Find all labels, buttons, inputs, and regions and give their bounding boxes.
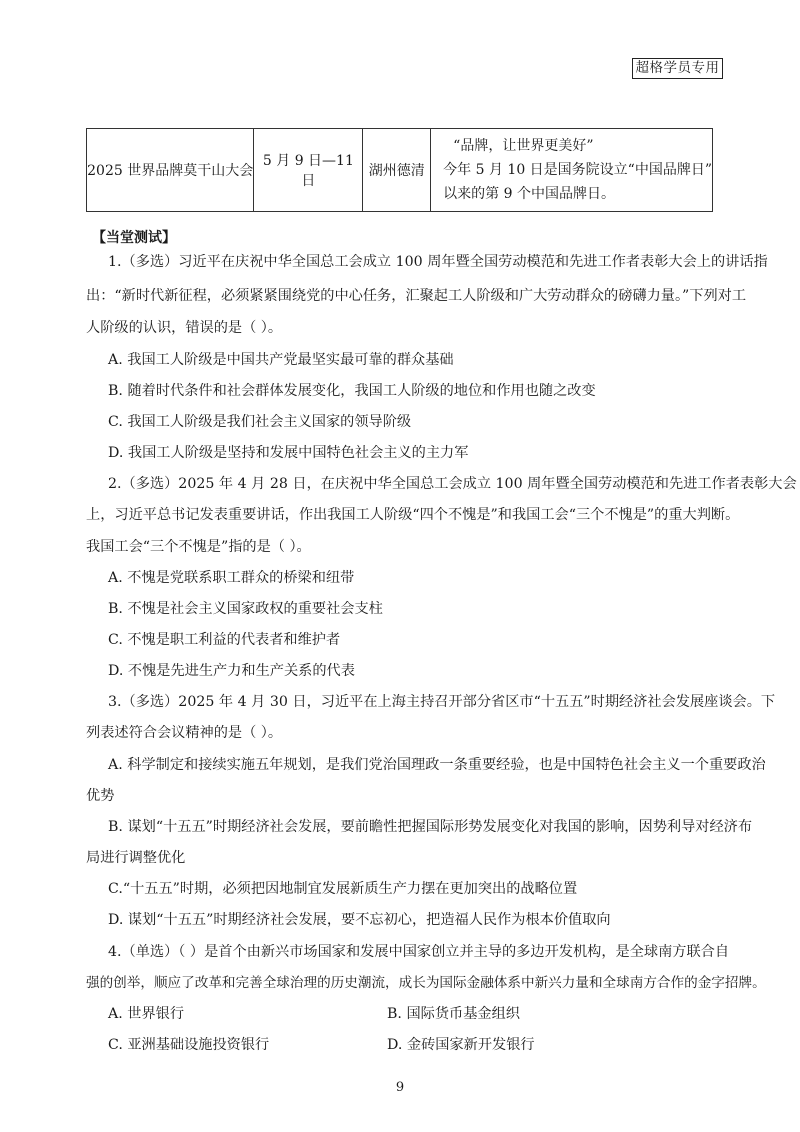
student-only-badge: 超格学员专用 xyxy=(632,58,723,79)
event-theme-cell xyxy=(431,129,713,212)
q4-stem-line: 4.（单选）（ ）是首个由新兴市场国家和发展中国家创立并主导的多边开发机构，是全球南方联合自 xyxy=(108,944,730,960)
q1-option-a: A. 我国工人阶级是中国共产党最坚实最可靠的群众基础 xyxy=(108,352,454,368)
section-title: 【当堂测试】 xyxy=(92,230,176,246)
q1-option-c: C. 我国工人阶级是我们社会主义国家的领导阶级 xyxy=(108,414,412,430)
theme-line: 以来的第 9 个中国品牌日。 xyxy=(443,186,615,202)
q1-stem-line: 出：“新时代新征程，必须紧紧围绕党的中心任务，汇聚起工人阶级和广大劳动群众的磅礴力量。”下列对工 xyxy=(86,288,747,304)
event-place-cell: 湖州德清 xyxy=(363,129,431,212)
q4-option-a: A. 世界银行 xyxy=(108,1006,185,1022)
q2-stem-line: 2.（多选）2025 年 4 月 28 日，在庆祝中华全国总工会成立 100 周年暨全国劳动模范和先进工作者表彰大会 xyxy=(108,476,797,492)
q4-option-d: D. 金砖国家新开发银行 xyxy=(387,1037,535,1053)
event-date-cell: 5 月 9 日—11 日 xyxy=(254,129,363,212)
q3-stem-line: 列表述符合会议精神的是（ ）。 xyxy=(86,725,283,741)
q3-option-c: C.“十五五”时期，必须把因地制宜发展新质生产力摆在更加突出的战略位置 xyxy=(108,881,578,897)
q2-option-c: C. 不愧是职工利益的代表者和维护者 xyxy=(108,632,341,648)
q2-option-b: B. 不愧是社会主义国家政权的重要社会支柱 xyxy=(108,601,383,617)
page-number: 9 xyxy=(395,1080,405,1095)
q3-option-b: B. 谋划“十五五”时期经济社会发展，要前瞻性把握国际形势发展变化对我国的影响，因势利导对经济布 xyxy=(108,819,753,835)
theme-line: 今年 5 月 10 日是国务院设立“中国品牌日” xyxy=(443,162,712,178)
q3-option-b-cont: 局进行调整优化 xyxy=(86,850,186,866)
q2-stem-line: 上，习近平总书记发表重要讲话，作出我国工人阶级“四个不愧是”和我国工会“三个不愧是”的重大判断。 xyxy=(86,507,740,523)
q3-stem-line: 3.（多选）2025 年 4 月 30 日，习近平在上海主持召开部分省区市“十五五”时期经济社会发展座谈会。下 xyxy=(108,694,776,710)
table-row xyxy=(87,129,713,212)
q2-option-a: A. 不愧是党联系职工群众的桥梁和纽带 xyxy=(108,570,355,586)
q2-option-d: D. 不愧是先进生产力和生产关系的代表 xyxy=(108,663,355,679)
q1-stem-line: 人阶级的认识，错误的是（ ）。 xyxy=(86,320,283,336)
q4-option-c: C. 亚洲基础设施投资银行 xyxy=(108,1037,270,1053)
q3-option-d: D. 谋划“十五五”时期经济社会发展，要不忘初心，把造福人民作为根本价值取向 xyxy=(108,912,611,928)
events-table xyxy=(86,128,713,212)
theme-line: “品牌，让世界更美好” xyxy=(453,138,594,154)
event-name-cell: 2025 世界品牌莫干山大会 xyxy=(87,129,254,212)
q3-option-a-cont: 优势 xyxy=(86,788,115,804)
q4-stem-line: 强的创举，顺应了改革和完善全球治理的历史潮流，成长为国际金融体系中新兴力量和全球南方合作的金字招牌。 xyxy=(86,975,766,991)
q1-option-b: B. 随着时代条件和社会群体发展变化，我国工人阶级的地位和作用也随之改变 xyxy=(108,383,596,399)
q1-option-d: D. 我国工人阶级是坚持和发展中国特色社会主义的主力军 xyxy=(108,445,469,461)
q1-stem-line: 1.（多选）习近平在庆祝中华全国总工会成立 100 周年暨全国劳动模范和先进工作者表彰大会上的讲话指 xyxy=(108,254,768,270)
q4-option-b: B. 国际货币基金组织 xyxy=(387,1006,520,1022)
q3-option-a: A. 科学制定和接续实施五年规划，是我们党治国理政一条重要经验，也是中国特色社会主义一个重要政治 xyxy=(108,757,766,773)
q2-stem-line: 我国工会“三个不愧是”指的是（ ）。 xyxy=(86,539,311,555)
